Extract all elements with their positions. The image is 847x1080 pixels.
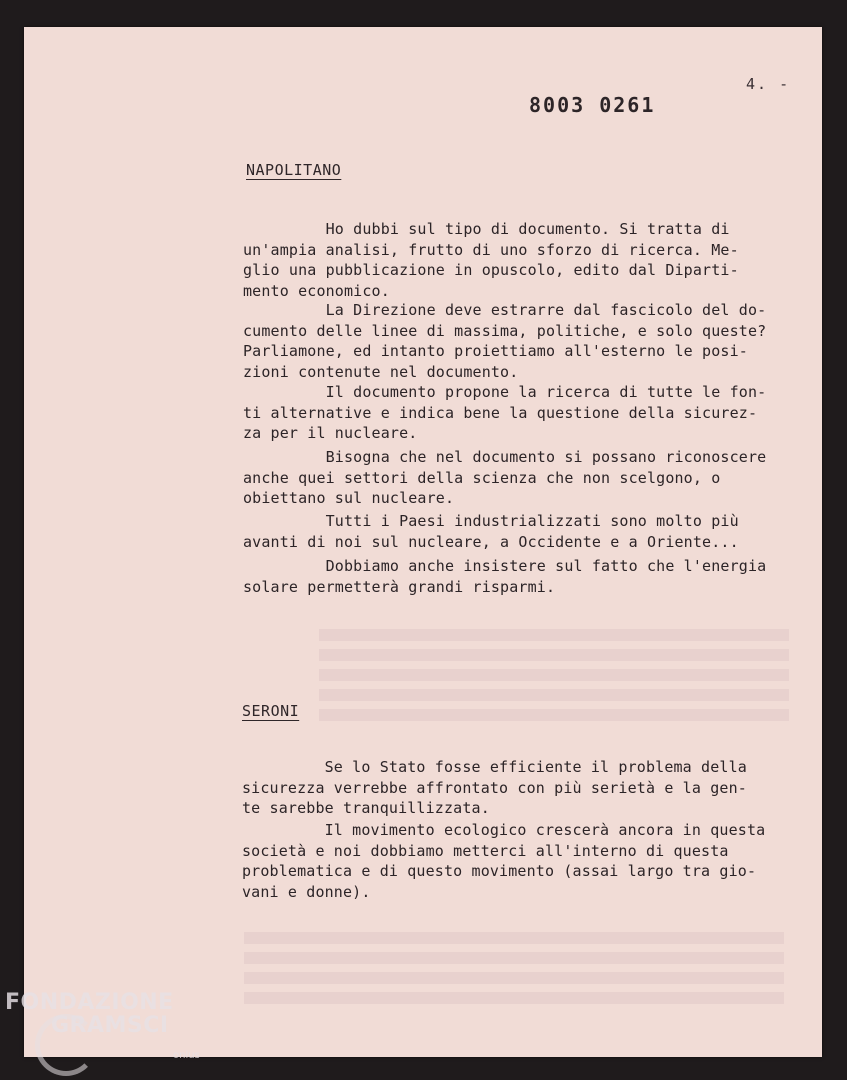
paragraph: Bisogna che nel documento si possano riconoscere anche quei settori della scienza che non scelgono, o obiettano sul nucleare.: [243, 448, 767, 507]
document-page: [24, 27, 822, 1057]
archive-code: 8003 0261: [529, 93, 656, 117]
paragraph: Dobbiamo anche insistere sul fatto che l'energia solare permetterà grandi risparmi.: [243, 557, 767, 596]
speaker-heading-seroni: SERONI: [242, 702, 300, 720]
paragraph: La Direzione deve estrarre dal fascicolo del do- cumento delle linee di massima, politiche, e solo queste? Parliamone, ed intanto proiettiamo all'esterno le posi- zioni contenute nel documento.: [243, 301, 767, 381]
speaker-heading-napolitano: NAPOLITANO: [246, 161, 342, 179]
watermark-onlus: onlus: [173, 1050, 200, 1061]
paragraph: Tutti i Paesi industrializzati sono molto più avanti di noi sul nucleare, a Occidente e a Oriente...: [243, 512, 739, 551]
watermark-logo-icon: [35, 1014, 97, 1076]
paragraph: Se lo Stato fosse efficiente il problema della sicurezza verrebbe affrontato con più serietà e la gen- te sarebbe tranquillizzata.: [242, 758, 747, 817]
page-number: 4. -: [746, 75, 791, 93]
show-through-block-1: [319, 629, 789, 729]
watermark-line2: GRAMSCI: [51, 1013, 169, 1038]
watermark-line1: FONDAZIONE: [5, 990, 174, 1015]
paragraph: Il documento propone la ricerca di tutte le fon- ti alternative e indica bene la questione della sicurez- za per il nucleare.: [243, 383, 767, 442]
fondazione-gramsci-watermark: [5, 990, 210, 1061]
paragraph: Ho dubbi sul tipo di documento. Si tratta di un'ampia analisi, frutto di uno sforzo di ricerca. Me- glio una pubblicazione in opuscolo, edito dal Diparti- mento economico.: [243, 220, 739, 300]
paragraph: Il movimento ecologico crescerà ancora in questa società e noi dobbiamo metterci all'interno di questa problematica e di questo movimento (assai largo tra gio- vani e donne).: [242, 821, 766, 901]
show-through-block-2: [244, 932, 784, 1004]
